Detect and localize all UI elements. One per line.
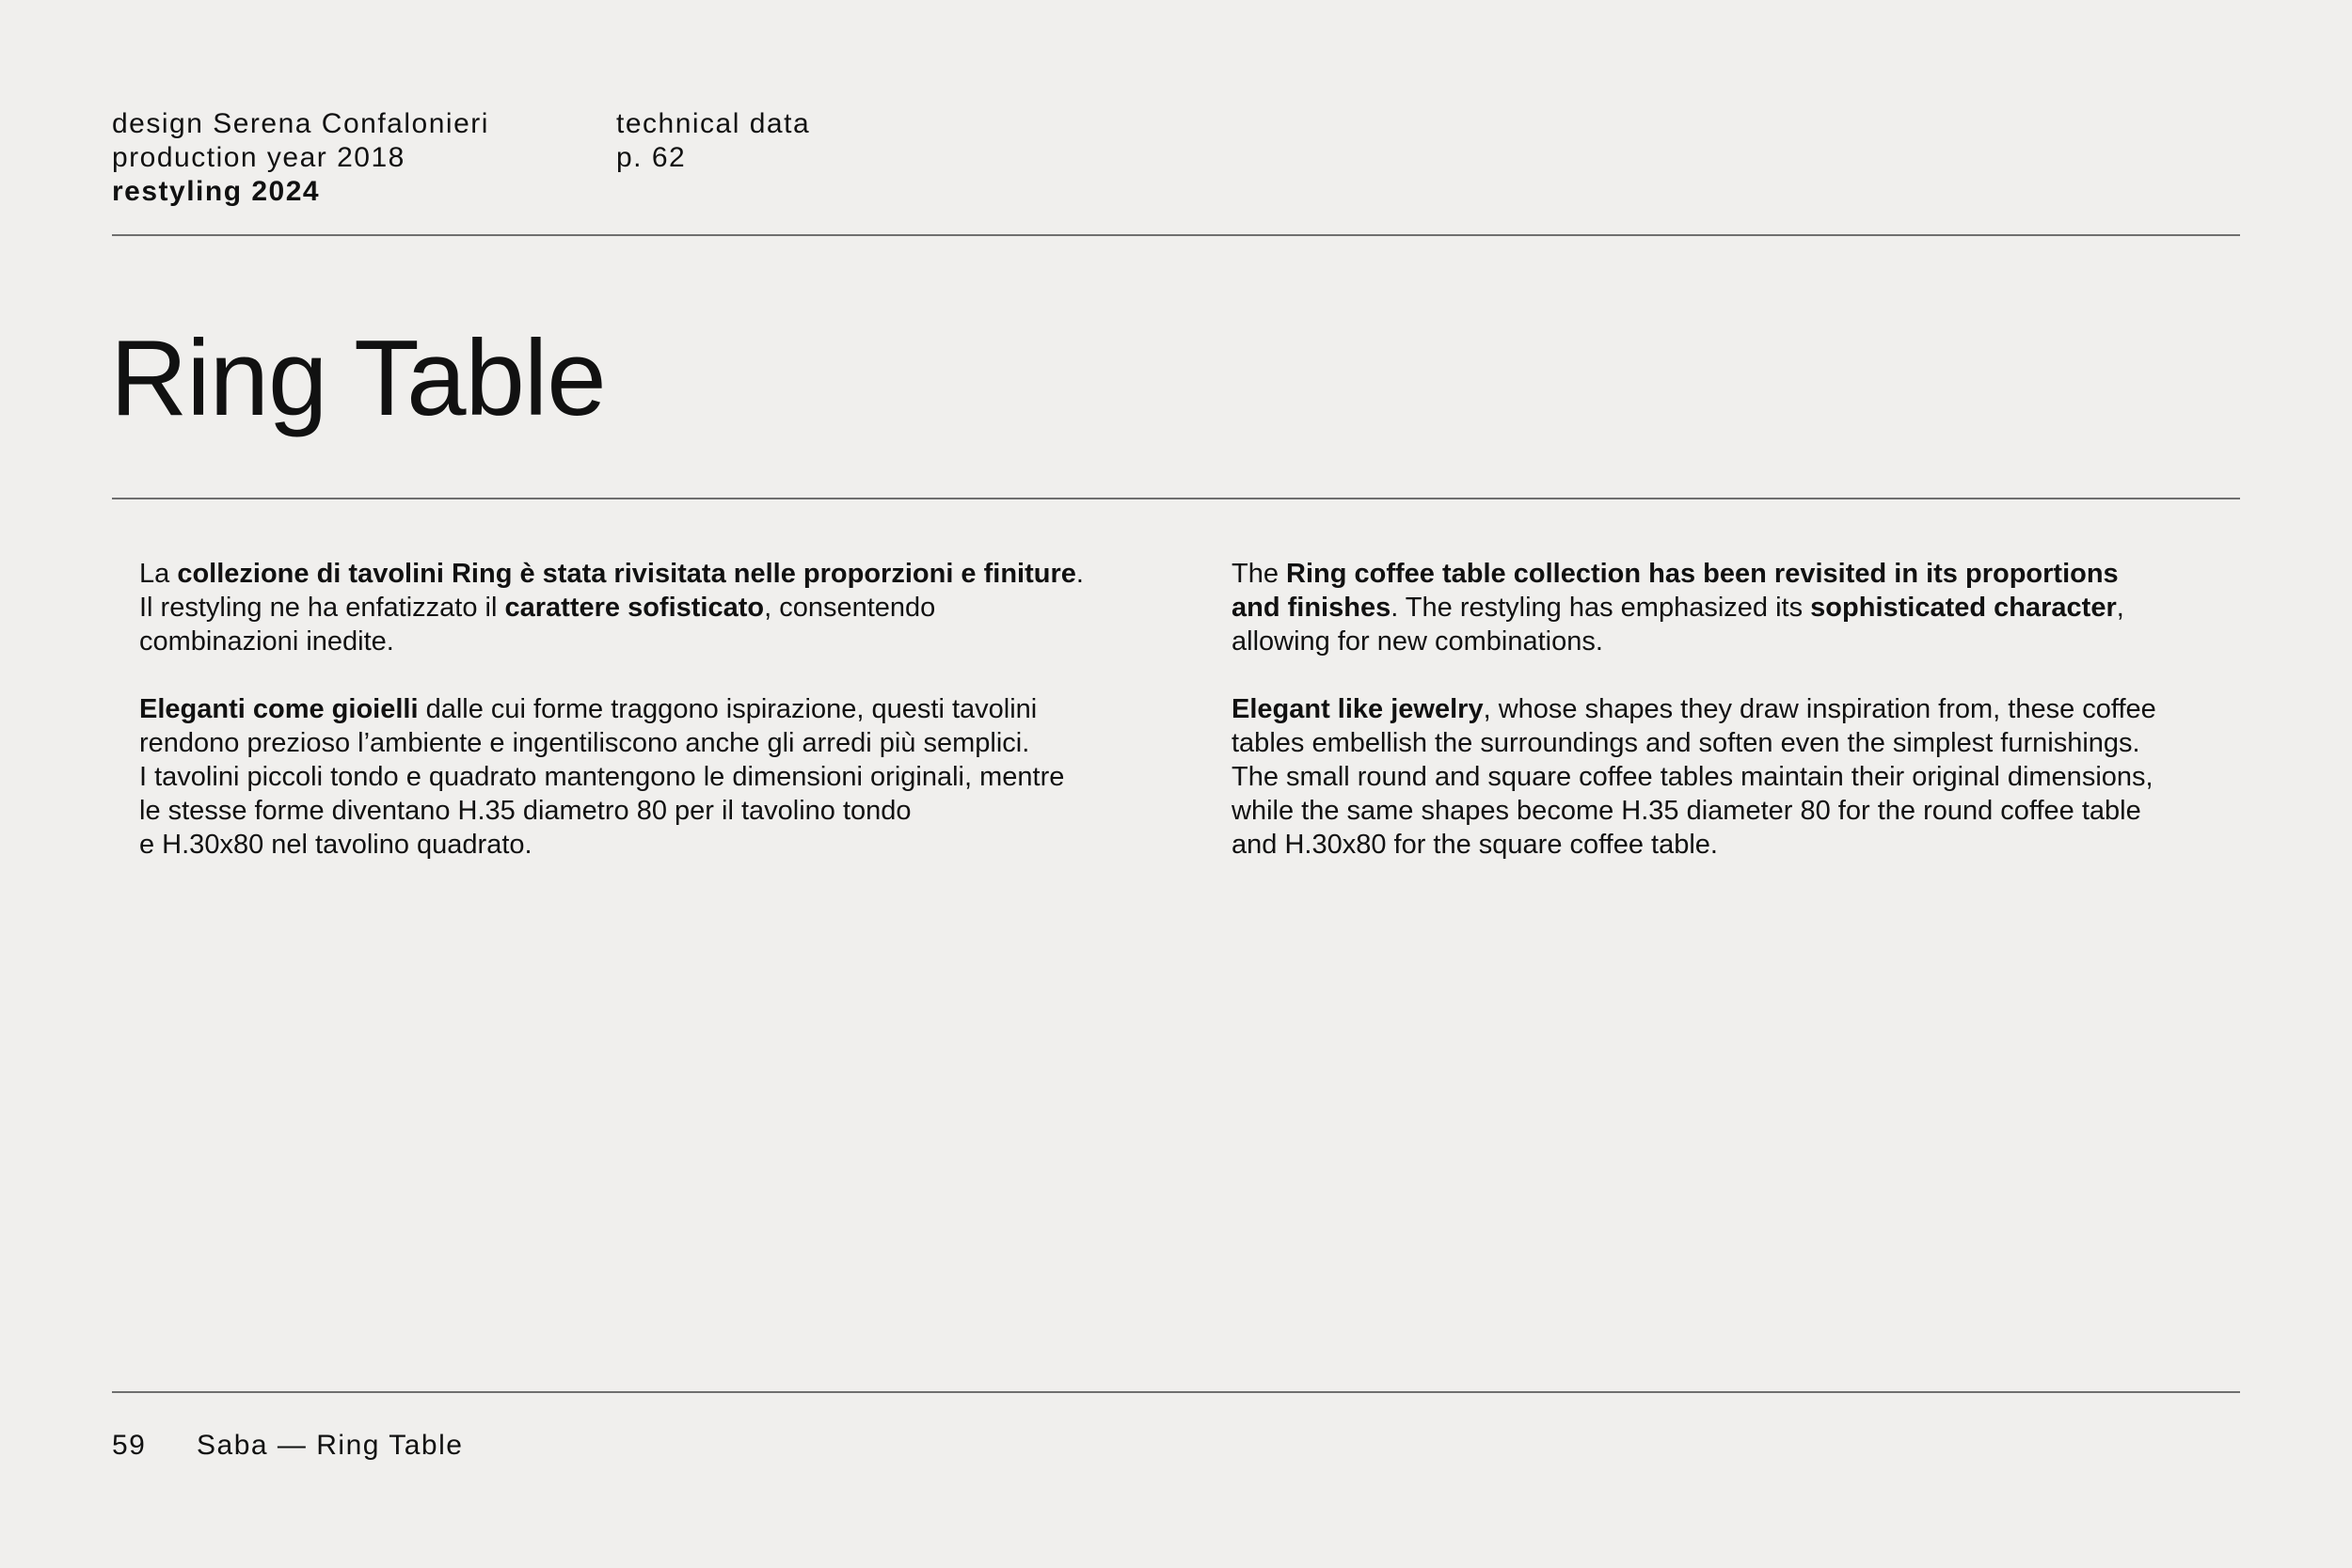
title-divider [112, 498, 2240, 499]
production-year: production year 2018 [112, 142, 405, 173]
text-line: and H.30x80 for the square coffee table. [1232, 830, 1718, 860]
text-line: rendono prezioso l’ambiente e ingentiliscono anche gli arredi più semplici. [139, 728, 1030, 758]
emphasis: sophisticated character [1810, 593, 2117, 623]
italian-column [112, 557, 1156, 895]
emphasis: Ring coffee table collection has been revisited in its proportions [1286, 559, 2119, 589]
running-title: Saba — Ring Table [197, 1430, 464, 1461]
emphasis: carattere sofisticato [504, 593, 765, 623]
technical-data-page-ref: p. 62 [616, 142, 687, 173]
text-line: Elegant like jewelry, whose shapes they draw inspiration from, these coffee [1232, 694, 2156, 724]
italian-paragraph-2 [112, 692, 1156, 862]
emphasis: collezione di tavolini Ring è stata rivisitata nelle proporzioni e finiture [177, 559, 1076, 589]
page-title: Ring Table [110, 319, 606, 438]
top-divider [112, 234, 2240, 236]
meta-right [616, 107, 810, 175]
english-column [1204, 557, 2249, 895]
emphasis: and finishes [1232, 593, 1391, 623]
english-paragraph-2 [1204, 692, 2249, 862]
text-line: le stesse forme diventano H.35 diametro 80 per il tavolino tondo [139, 796, 912, 826]
italian-paragraph-1 [112, 557, 1156, 658]
text-line: tables embellish the surroundings and soften even the simplest furnishings. [1232, 728, 2140, 758]
designer-credit: design Serena Confalonieri [112, 108, 489, 139]
restyling-year: restyling 2024 [112, 176, 321, 207]
english-paragraph-1 [1204, 557, 2249, 658]
footer [112, 1429, 463, 1463]
text-line: La collezione di tavolini Ring è stata rivisitata nelle proporzioni e finiture. [139, 559, 1084, 589]
text-line: I tavolini piccoli tondo e quadrato mantengono le dimensioni originali, mentre [139, 762, 1065, 792]
footer-divider [112, 1391, 2240, 1393]
text-line: The small round and square coffee tables maintain their original dimensions, [1232, 762, 2153, 792]
text-line: allowing for new combinations. [1232, 626, 1603, 657]
page-number: 59 [112, 1430, 147, 1461]
text-line: Eleganti come gioielli dalle cui forme traggono ispirazione, questi tavolini [139, 694, 1038, 724]
text-line: combinazioni inedite. [139, 626, 394, 657]
meta-left [112, 107, 489, 209]
text-line: e H.30x80 nel tavolino quadrato. [139, 830, 532, 860]
text-line: The Ring coffee table collection has been revisited in its proportions [1232, 559, 2119, 589]
text-line: Il restyling ne ha enfatizzato il carattere sofisticato, consentendo [139, 593, 936, 623]
text-line: while the same shapes become H.35 diameter 80 for the round coffee table [1232, 796, 2141, 826]
text-line: and finishes. The restyling has emphasized its sophisticated character, [1232, 593, 2124, 623]
technical-data-label: technical data [616, 108, 811, 139]
emphasis: Eleganti come gioielli [139, 694, 419, 724]
emphasis: Elegant like jewelry [1232, 694, 1484, 724]
